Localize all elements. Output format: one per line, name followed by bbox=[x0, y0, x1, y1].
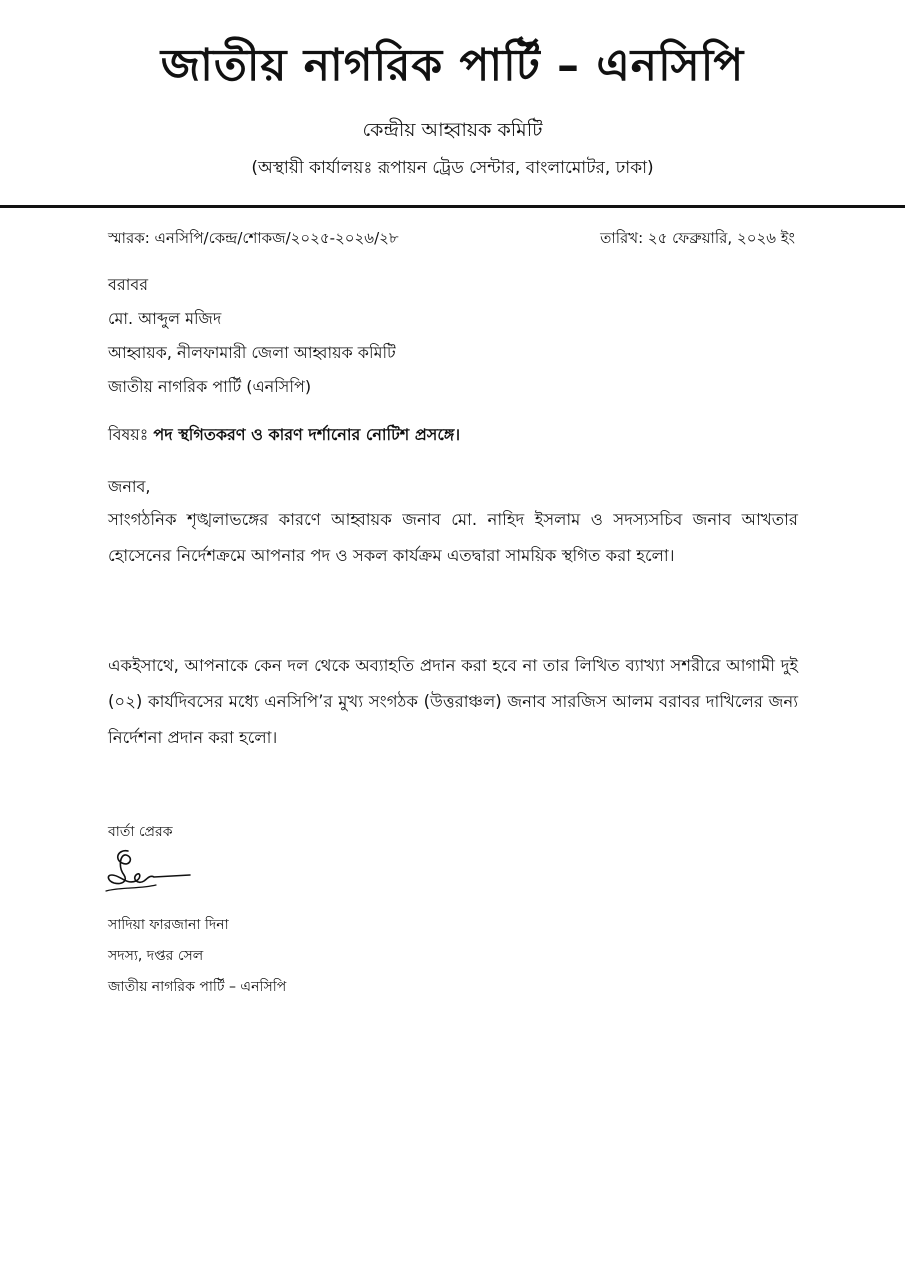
signature-image bbox=[100, 845, 200, 900]
body-paragraph-2: একইসাথে, আপনাকে কেন দল থেকে অব্যাহতি প্রদান করা হবে না তার লিখিত ব্যাখ্যা সশরীরে আগামী দুই (০২) কার্যদিবসের মধ্যে এনসিপি’র মুখ্য সংগঠক (উত্তরাঞ্চল) জনাব সারজিস আলম বরাবর দাখিলের জন্য নির্দেশনা প্রদান করা হলো। bbox=[108, 656, 798, 747]
office-address: (অস্থায়ী কার্যালয়ঃ রূপায়ন ট্রেড সেন্টার, বাংলামোটর, ঢাকা) bbox=[251, 158, 654, 178]
recipient-designation: আহ্বায়ক, নীলফামারী জেলা আহ্বায়ক কমিটি bbox=[108, 343, 396, 362]
sender-label: বার্তা প্রেরক bbox=[108, 824, 173, 840]
committee-name: কেন্দ্রীয় আহ্বায়ক কমিটি bbox=[362, 119, 543, 141]
sender-party: জাতীয় নাগরিক পার্টি – এনসিপি bbox=[108, 979, 287, 995]
sender-name: সাদিয়া ফারজানা দিনা bbox=[108, 917, 229, 933]
recipient-name: মো. আব্দুল মজিদ bbox=[108, 309, 222, 328]
salutation: জনাব, bbox=[108, 477, 151, 496]
subject-line bbox=[108, 424, 460, 446]
subject-label: বিষয়ঃ bbox=[108, 425, 149, 444]
memo-number: স্মারক: এনসিপি/কেন্দ্র/শোকজ/২০২৫-২০২৬/২৮ bbox=[108, 229, 399, 247]
letter-date: তারিখ: ২৫ ফেব্রুয়ারি, ২০২৬ ইং bbox=[600, 229, 795, 247]
recipient-party: জাতীয় নাগরিক পার্টি (এনসিপি) bbox=[108, 377, 312, 396]
header-divider bbox=[0, 205, 905, 208]
recipient-to: বরাবর bbox=[108, 275, 149, 294]
body-paragraph-1: সাংগঠনিক শৃঙ্খলাভঙ্গের কারণে আহ্বায়ক জনাব মো. নাহিদ ইসলাম ও সদস্যসচিব জনাব আখতার হোসেনের নির্দেশক্রমে আপনার পদ ও সকল কার্যক্রম এতদ্বারা সাময়িক স্থগিত করা হলো। bbox=[108, 510, 798, 565]
subject-text: পদ স্থগিতকরণ ও কারণ দর্শানোর নোটিশ প্রসঙ্গে। bbox=[153, 425, 461, 444]
sender-designation: সদস্য, দপ্তর সেল bbox=[108, 948, 204, 964]
organization-title: জাতীয় নাগরিক পার্টি – এনসিপি bbox=[160, 40, 745, 91]
